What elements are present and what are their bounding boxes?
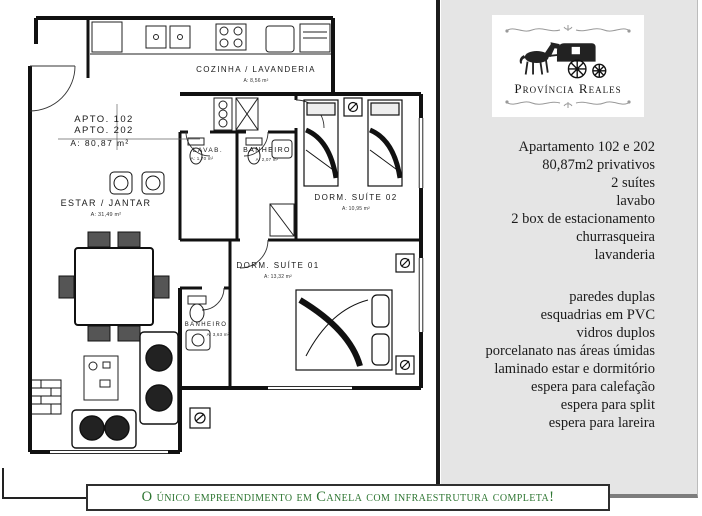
toilet-icon xyxy=(188,296,206,322)
double-bed xyxy=(296,290,392,370)
spec-line: espera para lareira xyxy=(548,415,655,431)
spec-line: 2 suítes xyxy=(611,175,655,191)
horse-carriage-icon xyxy=(512,34,624,80)
room-label-suite02: DORM. SUÍTE 02 xyxy=(314,193,398,202)
spec-line: esquadrias em PVC xyxy=(540,307,655,323)
tagline-text: O único empreendimento em Canela com infraestrutura completa! xyxy=(141,489,555,505)
loveseat-sofa xyxy=(72,410,136,448)
nightstand-lamp-icon xyxy=(396,356,414,374)
spec-line: Apartamento 102 e 202 xyxy=(518,139,655,155)
side-table-lamp-icon xyxy=(190,408,210,428)
apto-area: A: 80,87 m² xyxy=(70,138,130,148)
fireplace xyxy=(31,380,61,414)
room-area-banheiro: A: 2,07 m² xyxy=(255,157,279,162)
apto-line2: APTO. 202 xyxy=(74,125,134,136)
spec-line: vidros duplos xyxy=(576,325,655,341)
brand-name: Província Reales xyxy=(514,80,622,96)
apartment-details xyxy=(441,138,697,264)
laundry-tub-icon xyxy=(266,26,294,52)
spec-line: 80,87m2 privativos xyxy=(542,157,655,173)
vertical-divider xyxy=(436,0,440,486)
spec-line: lavanderia xyxy=(594,247,655,263)
sink-icon xyxy=(170,26,190,48)
construction-features xyxy=(441,288,697,432)
single-bed xyxy=(368,100,402,186)
spec-line: espera para calefação xyxy=(531,379,655,395)
armchair xyxy=(110,172,164,194)
spec-line: espera para split xyxy=(560,397,655,413)
spec-line: lavabo xyxy=(616,193,655,209)
spec-line: porcelanato nas áreas úmidas xyxy=(485,343,655,359)
apto-line1: APTO. 102 xyxy=(74,114,134,125)
dining-table xyxy=(59,232,169,341)
room-label-cozinha: COZINHA / LAVANDERIA xyxy=(196,65,316,74)
room-area-lavabo: A: 1,70 m² xyxy=(190,156,214,161)
banner-connector-line xyxy=(2,468,88,499)
room-area-suite01: A: 13,32 m² xyxy=(263,274,293,280)
room-label-suite01: DORM. SUÍTE 01 xyxy=(236,261,320,270)
room-area-suite02: A: 10,95 m² xyxy=(341,206,371,212)
nightstand-lamp-icon xyxy=(396,254,414,272)
nightstand-lamp-icon xyxy=(344,98,362,116)
flourish-bottom-icon xyxy=(502,97,634,109)
sink-icon xyxy=(146,26,166,48)
spec-line: paredes duplas xyxy=(569,289,655,305)
room-label-banheiro-suite: BANHEIRO xyxy=(184,322,228,328)
brand-logo xyxy=(492,15,644,117)
tagline-banner xyxy=(86,484,610,511)
single-bed xyxy=(304,100,338,186)
spec-line: laminado estar e dormitório xyxy=(494,361,655,377)
spec-line: churrasqueira xyxy=(576,229,655,245)
room-label-lavabo: LAVAB. xyxy=(192,147,224,154)
stove-icon xyxy=(216,24,246,50)
spec-line: 2 box de estacionamento xyxy=(511,211,655,227)
room-label-estar: ESTAR / JANTAR xyxy=(60,198,152,208)
info-sidebar xyxy=(441,0,698,498)
kitchen-counter xyxy=(90,22,331,54)
media-console xyxy=(84,356,118,400)
room-label-banheiro: BANHEIRO xyxy=(243,147,291,154)
room-area-banheiro-suite: A: 3,63 m² xyxy=(206,332,230,337)
room-area-estar: A: 31,49 m² xyxy=(90,212,122,218)
fridge-icon xyxy=(92,22,122,52)
room-area-cozinha: A: 8,56 m² xyxy=(243,78,269,84)
closet-shaft xyxy=(214,98,258,130)
sofa xyxy=(140,332,178,424)
